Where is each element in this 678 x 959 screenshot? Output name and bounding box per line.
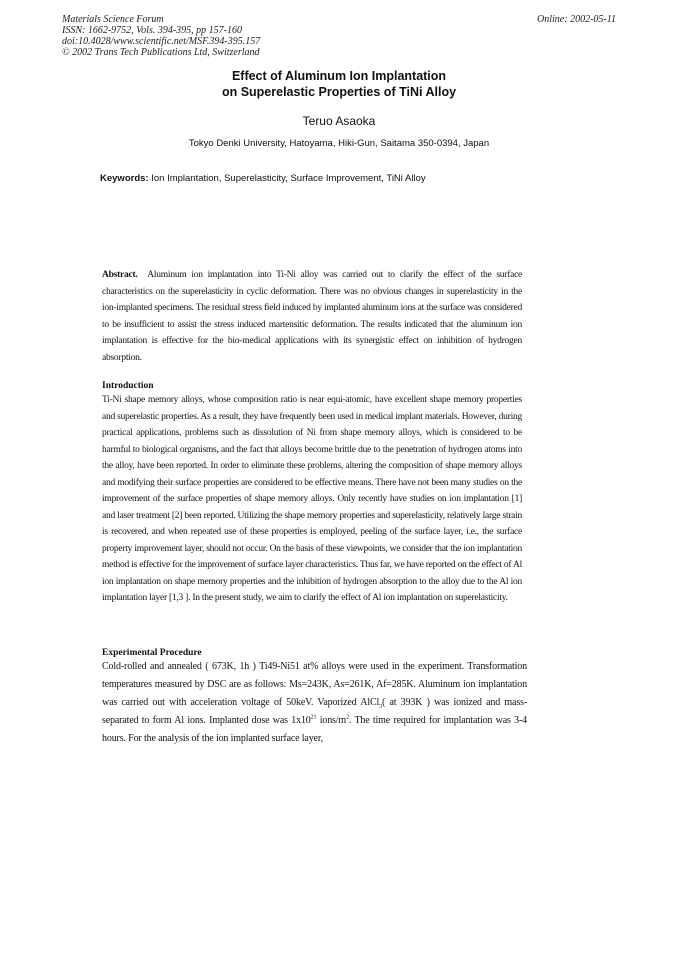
journal-name: Materials Science Forum [62, 14, 164, 25]
journal-header [62, 14, 260, 58]
abstract-text: Aluminum ion implantation into Ti-Ni alloy was carried out to clarify the effect of the surface characteristics on the superelasticity in cyclic deformation. There was no obvious changes in superelasticity in the ion-implanted specimens. The residual stress field induced by implanted aluminum ions at the surface was considered to be insufficient to assist the stress induced martensitic deformation. The results indicated that the aluminum ion implantation is effective for the bio-medical applications with its synergistic effect on inhibition of hydrogen absorption. [102, 270, 523, 363]
experimental-heading: Experimental Procedure [102, 648, 202, 658]
abstract-label: Abstract. [102, 270, 138, 280]
exp-text-1: Cold-rolled and annealed ( 673K, 1h ) Ti49-Ni51 at% alloys were used in the experiment. Transformation temperatures measured by DSC are as follows: Ms=243K, As=261K, Af=285K. Aluminum ion implantation was carried out with acceleration voltage of 50keV. Vaporized AlCl [102, 661, 527, 708]
title-line-2: on Superelastic Properties of TiNi Alloy [221, 85, 457, 99]
keywords-text: Ion Implantation, Superelasticity, Surface Improvement, TiNi Alloy [151, 173, 426, 184]
issn-line: ISSN: 1662-9752, Vols. 394-395, pp 157-160 [62, 25, 242, 36]
doi-line[interactable]: doi:10.4028/www.scientific.net/MSF.394-395.157 [62, 36, 261, 47]
paper-title [0, 68, 678, 100]
exp-sup-21: 21 [310, 714, 317, 721]
introduction-heading: Introduction [102, 381, 154, 391]
keywords-line [100, 173, 620, 184]
title-line-1: Effect of Aluminum Ion Implantation [231, 69, 447, 83]
keywords-label: Keywords: [100, 173, 149, 184]
introduction-paragraph: Ti-Ni shape memory alloys, whose composition ratio is near equi-atomic, have excellent shape memory properties and superelastic properties. As a result, they have frequently been used in medical implant materials. However, during practical applications, problems such as dissolution of Ni from shape memory alloys, which is considered to be harmful to biological organisms, and the fact that alloys become brittle due to the penetration of hydrogen atoms into the alloy, have been reported. In order to eliminate these problems, altering the composition of shape memory alloys and modifying their surface properties are considered to be effective means. There have not been many studies on the improvement of the surface properties of shape memory alloys. Only recently have studies on ion implantation [1] and laser treatment [2] been reported. Utilizing the shape memory properties and superelasticity, relatively large strain is recovered, and when repeated use of these properties is employed, peeling of the surface layer, i.e., the surface property improvement layer, should not occur. On the basis of these viewpoints, we consider that the ion implantation method is effective for the improvement of surface layer characteristics. Thus far, we have reported on the effect of Al ion implantation on shape memory properties and the inhibition of hydrogen absorption to the alloy due to the Al ion implantation layer [1,3 ]. In the present study, we aim to clarify the effect of Al ion implantation on superelasticity. [102, 395, 522, 603]
online-date: Online: 2002-05-11 [537, 14, 616, 25]
experimental-paragraph [102, 658, 527, 748]
affiliation: Tokyo Denki University, Hatoyama, Hiki-Gun, Saitama 350-0394, Japan [188, 138, 490, 149]
exp-text-4: . The time required for implantation was 3-4 hours. For the analysis of the ion implanted surface layer, [102, 715, 527, 744]
author-name: Teruo Asaoka [302, 114, 376, 128]
exp-sub-3: 3 [379, 704, 382, 710]
exp-text-3: ions/m [316, 715, 347, 726]
exp-sup-2: 2 [346, 714, 349, 721]
exp-text-2: ( at 393K ) was ionized and mass-separated to form Al ions. Implanted dose was 1x10 [102, 697, 527, 726]
abstract-paragraph [102, 267, 522, 366]
copyright-line: © 2002 Trans Tech Publications Ltd, Switzerland [62, 47, 260, 58]
